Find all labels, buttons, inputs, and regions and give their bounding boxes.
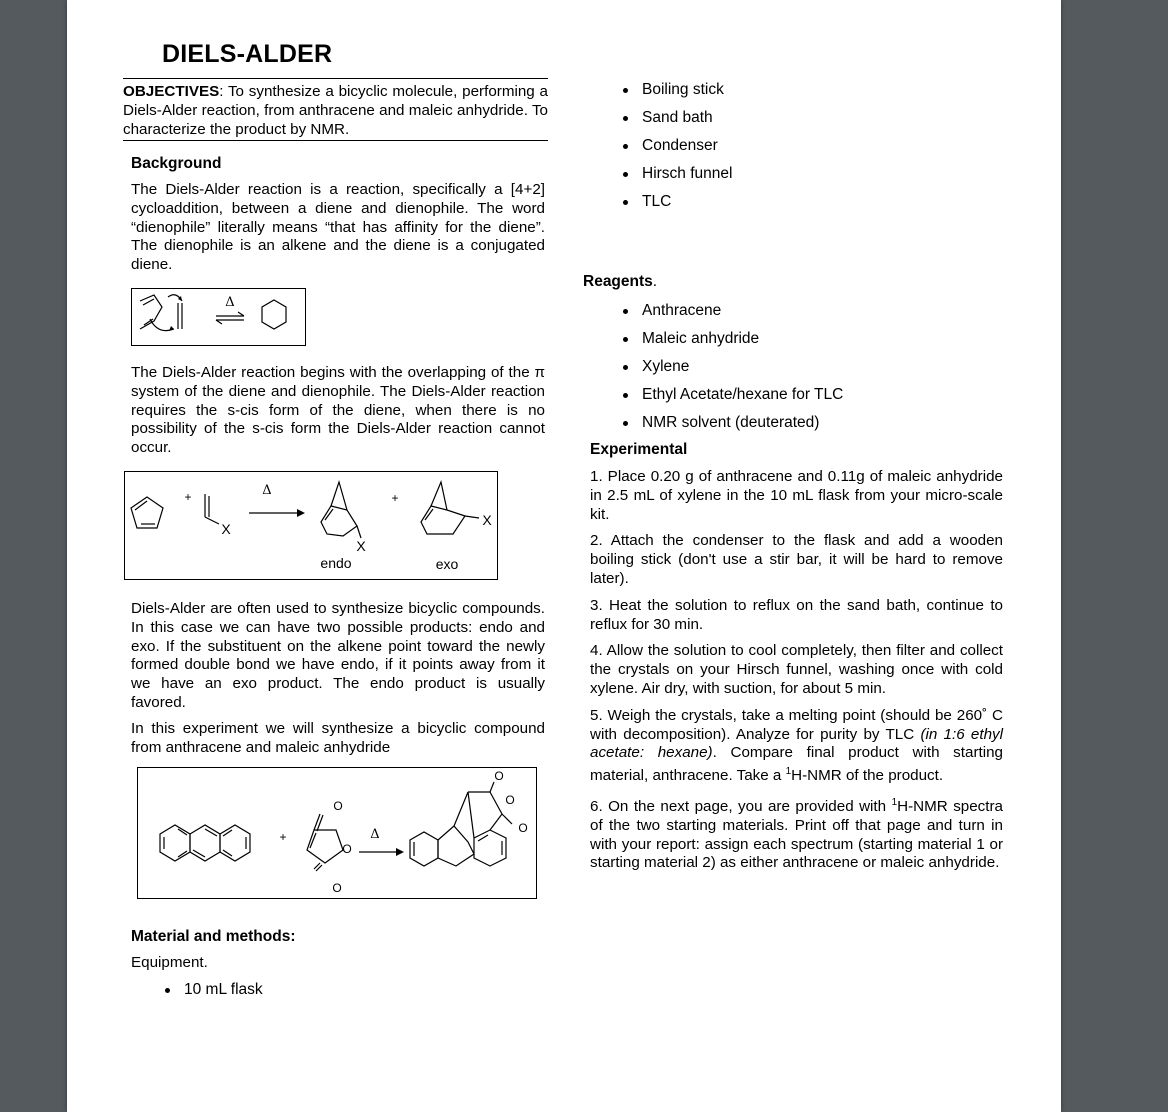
experimental-heading: Experimental <box>590 441 688 458</box>
anthracene-reaction-diagram <box>138 768 536 898</box>
reagent-item: Xylene <box>620 353 1003 381</box>
background-heading: Background <box>131 155 222 172</box>
experimental-step-6: 6. On the next page, you are provided with $^1$H-NMR spectra of the two starting materials. Print off that page and turn in with your report: assign each spectrum (starting material 1 or starting material 2) as either anthracene or maleic anhydride. <box>590 797 1003 872</box>
figure-diels-alder-mechanism <box>131 288 306 346</box>
equipment-item: Boiling stick <box>620 76 1020 104</box>
equipment-continued <box>620 76 1020 216</box>
equipment-item: Condenser <box>620 132 1020 160</box>
substituent-x-1: X <box>221 521 231 537</box>
oxygen-label-6: O <box>518 821 528 835</box>
endo-exo-paragraph-block <box>131 600 545 757</box>
mechanism-diagram <box>132 289 305 345</box>
equipment-list-left <box>162 976 545 1004</box>
equipment-item: 10 mL flask <box>162 976 545 1004</box>
equipment-item: Hirsch funnel <box>620 160 1020 188</box>
experimental-step-2: 2. Attach the condenser to the flask and add a wooden boiling stick (don't use a stir bar, it will be hard to remove later). <box>590 532 1003 587</box>
materials-heading: Material and methods: <box>131 928 296 945</box>
background-section <box>131 155 545 275</box>
overlap-paragraph-block <box>131 364 545 458</box>
background-paragraph-1: The Diels-Alder reaction is a reaction, specifically a [4+2] cycloaddition, between a diene and dienophile. The word “dienophile” literally means “that has affinity for the diene”. The dienophile is an alkene and the diene is a conjugated diene. <box>131 181 545 274</box>
experimental-step-4: 4. Allow the solution to cool completely, then filter and collect the crystals on your Hirsch funnel, washing once with cold xylene. Air dry, with suction, for about 5 min. <box>590 642 1003 697</box>
reagent-item: Maleic anhydride <box>620 325 1003 353</box>
reagents-heading: Reagents. <box>583 273 658 290</box>
oxygen-label-2: O <box>342 842 352 856</box>
experimental-section <box>590 441 1003 873</box>
substituent-x-2: X <box>356 538 366 554</box>
experimental-step-5: 5. Weigh the crystals, take a melting point (should be 260˚ C with decomposition). Analyze for purity by TLC (in 1:6 ethyl acetate: hexane). Compare final product with starting material, anthracene. Take a $^1$H-NMR of the product. <box>590 706 1003 785</box>
heat-symbol-2: Δ <box>262 483 272 498</box>
experimental-step-1: 1. Place 0.20 g of anthracene and 0.11g of maleic anhydride in 2.5 mL of xylene in the 10 mL flask from your micro-scale kit. <box>590 468 1003 523</box>
endo-label: endo <box>320 555 352 571</box>
document-page <box>67 0 1061 1112</box>
experimental-step-3: 3. Heat the solution to reflux on the sand bath, continue to reflux for 30 min. <box>590 596 1003 633</box>
heat-symbol-1: Δ <box>225 295 235 310</box>
reagent-item: NMR solvent (deuterated) <box>620 409 1003 437</box>
equipment-list-right <box>620 76 1020 216</box>
oxygen-label-5: O <box>505 793 515 807</box>
plus-sign-1: + <box>184 490 192 504</box>
oxygen-label-3: O <box>332 881 342 895</box>
exo-label: exo <box>435 556 459 572</box>
reagents-list <box>620 297 1003 437</box>
reagents-section <box>583 273 1003 437</box>
materials-section <box>131 928 545 1004</box>
equipment-label: Equipment. <box>131 954 208 971</box>
background-paragraph-2: The Diels-Alder reaction begins with the overlapping of the π system of the diene and dienophile. The Diels-Alder reaction requires the s-cis form of the diene, when there is no possibility of the s-cis form the Diels-Alder reaction cannot occur. <box>131 364 545 457</box>
heat-symbol-3: Δ <box>370 827 380 842</box>
substituent-x-3: X <box>482 512 492 528</box>
plus-sign-2: + <box>391 491 399 505</box>
objectives-label: OBJECTIVES <box>123 83 220 100</box>
oxygen-label-4: O <box>494 769 504 783</box>
figure-anthracene-reaction <box>137 767 537 899</box>
figure-endo-exo <box>124 471 498 580</box>
objectives-text: : To synthesize a bicyclic molecule, performing a Diels-Alder reaction, from anthracene and maleic anhydride. To characterize the product by NMR. <box>123 83 548 138</box>
equipment-item: TLC <box>620 188 1020 216</box>
plus-sign-3: + <box>279 830 287 844</box>
equipment-item: Sand bath <box>620 104 1020 132</box>
endo-exo-diagram <box>125 472 497 579</box>
reagent-item: Anthracene <box>620 297 1003 325</box>
page-title: DIELS-ALDER <box>162 40 333 68</box>
background-paragraph-3: Diels-Alder are often used to synthesize bicyclic compounds. In this case we can have two possible products: endo and exo. If the substituent on the alkene point toward the newly formed double bond we have endo, if it points away from it we have an exo product. The endo product is usually favored. <box>131 600 545 711</box>
background-paragraph-4: In this experiment we will synthesize a bicyclic compound from anthracene and maleic anhydride <box>131 719 545 756</box>
oxygen-label-1: O <box>333 799 343 813</box>
objectives-section <box>123 78 548 141</box>
reagent-item: Ethyl Acetate/hexane for TLC <box>620 381 1003 409</box>
